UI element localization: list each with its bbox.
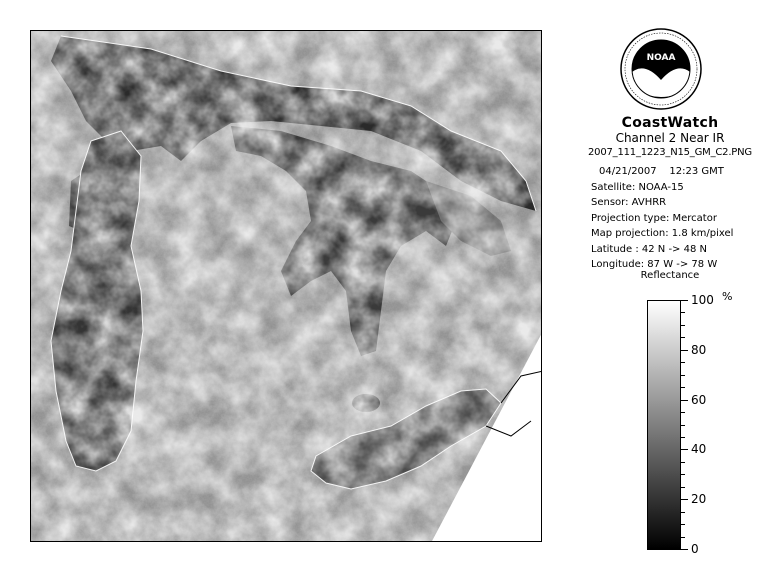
colorbar (647, 300, 681, 550)
tick-mark (681, 499, 688, 500)
minor-tick-mark (681, 524, 685, 525)
satellite-map[interactable] (30, 30, 542, 542)
logo-text: NOAA (646, 53, 676, 63)
minor-tick-mark (681, 537, 685, 538)
tick-mark (681, 350, 688, 351)
minor-tick-mark (681, 487, 685, 488)
tick-label: 100 (691, 293, 714, 307)
minor-tick-mark (681, 325, 685, 326)
brand-title: CoastWatch (621, 115, 719, 131)
minor-tick-mark (681, 412, 685, 413)
noaa-logo (620, 28, 702, 110)
minor-tick-mark (681, 425, 685, 426)
map-image (31, 31, 542, 542)
acquisition-datetime (591, 164, 733, 180)
minor-tick-mark (681, 362, 685, 363)
metadata-block (591, 164, 733, 273)
minor-tick-mark (681, 387, 685, 388)
latitude-info: Latitude : 42 N -> 48 N (591, 243, 707, 255)
tick-label: 80 (691, 342, 707, 357)
tick-label: 60 (691, 392, 707, 407)
minor-tick-mark (681, 375, 685, 376)
tick-label: 0 (691, 542, 699, 556)
minor-tick-mark (681, 337, 685, 338)
minor-tick-mark (681, 437, 685, 438)
tick-mark (681, 300, 688, 301)
minor-tick-mark (681, 462, 685, 463)
longitude-info: Longitude: 87 W -> 78 W (591, 259, 718, 270)
legend-title: Reflectance (640, 270, 700, 281)
projection-info: Projection type: Mercator (591, 212, 717, 224)
minor-tick-mark (681, 474, 685, 475)
acquisition-time: 12:23 GMT (669, 166, 724, 177)
file-name: 2007_111_1223_N15_GM_C2.PNG (588, 147, 752, 158)
tick-mark (681, 449, 688, 450)
tick-label: 40 (691, 442, 707, 457)
satellite-info: Satellite: NOAA-15 (591, 181, 684, 193)
channel-name: Channel 2 Near IR (615, 131, 725, 145)
sensor-info: Sensor: AVHRR (591, 197, 667, 208)
colorbar-ticks (681, 293, 741, 556)
legend-unit: % (722, 290, 733, 303)
minor-tick-mark (681, 512, 685, 513)
resolution-info: Map projection: 1.8 km/pixel (591, 228, 734, 239)
tick-mark (681, 549, 688, 550)
acquisition-date: 04/21/2007 (599, 166, 657, 177)
minor-tick-mark (681, 312, 685, 313)
tick-mark (681, 400, 688, 401)
tick-label: 20 (691, 492, 707, 507)
